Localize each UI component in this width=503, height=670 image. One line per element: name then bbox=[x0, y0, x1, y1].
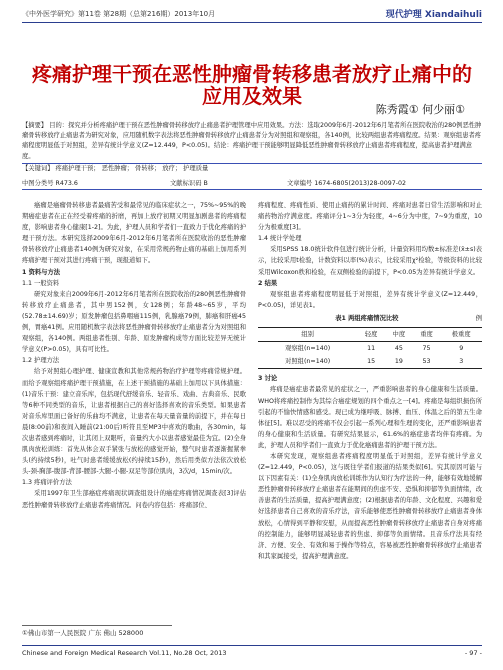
title-line-1: 疼痛护理干预在恶性肿瘤骨转移患者放疗止痛中的 bbox=[32, 62, 472, 86]
left-column bbox=[22, 200, 246, 511]
running-header bbox=[22, 6, 482, 23]
pain-comparison-table bbox=[258, 327, 482, 369]
table-header-cell: 轻度 bbox=[364, 331, 378, 339]
table-unit: 例 bbox=[475, 314, 482, 322]
article-number: 文章编号 1674-6805(2013)28-0097-02 bbox=[287, 180, 407, 187]
table-row bbox=[258, 342, 482, 356]
section-heading: 2 结果 bbox=[258, 279, 278, 287]
table-body bbox=[258, 342, 482, 369]
table-header-cell: 重度 bbox=[420, 331, 433, 339]
abstract-text: 【摘要】 目的：探究并分析疼痛护理干预在恶性肿瘤骨转移放疗止痛患者护理管理中应用效果。方法：选取2009年6月-2012年6月笔者所在医院收治的280例恶性肿瘤骨转移放疗止痛患者为研究对象，应用随机数字表法将恶性肿瘤骨转移放疗止痛患者分为对照组和观察组，各140例，比较两组患者疼痛程度。结果：观察组患者疼痛程度明显低于对照组，差异有统计学意义(Z=12.449，P<0.05)。结论：疼痛护理干预能够明显降低恶性肿瘤骨转移放疗止痛患者疼痛程度，提高患者护理满意度。 bbox=[22, 122, 482, 160]
table-cell: 9 bbox=[459, 345, 464, 353]
authors: 陈秀霞① 何少丽① bbox=[375, 103, 465, 116]
affiliation-footnote: ①佛山市第一人民医院 广东 佛山 528000 bbox=[22, 625, 172, 637]
right-column bbox=[258, 200, 482, 562]
journal-english: Chinese and Foreign Medical Research Vol.11, No.28 Oct, 2013 bbox=[22, 649, 227, 657]
running-footer bbox=[22, 645, 482, 658]
journal-issue: 《中外医学研究》第11卷 第28期（总第216期）2013年10月 bbox=[22, 10, 216, 18]
paragraph: 采用SPSS 18.0统计软件包进行统计分析，计量资料用均数±标准差(x̄±s)表示，比较采用t检验，计数资料以率(%)表示，比较采用χ²检验，等级资料的比较采用Wilcoxon秩和检验，在双侧检验的前提下，P<0.05为差异有统计学意义。 bbox=[258, 246, 482, 276]
table-cell: 45 bbox=[394, 345, 403, 353]
keywords bbox=[22, 164, 482, 174]
right-column-bottom bbox=[258, 373, 482, 562]
document-code: 文献标识码 B bbox=[170, 180, 208, 187]
section-heading: 1.2 护理方法 bbox=[22, 357, 60, 365]
table-cell: 11 bbox=[367, 345, 376, 353]
table-row bbox=[258, 355, 482, 369]
section-heading: 1.3 疼痛评价方法 bbox=[22, 479, 72, 487]
section-heading: 1 资料与方法 bbox=[22, 268, 61, 276]
table-cell: 对照组(n=140) bbox=[285, 358, 331, 366]
table-cell: 15 bbox=[367, 358, 376, 366]
section-name: 现代护理 Xiandaihuli bbox=[385, 10, 482, 20]
paragraph: 本研究发现，观察组患者疼痛程度明显低于对照组，差异有统计学意义(Z=12.449，P<0.05)，这与既往学者们报道的结果类似[6]。究其原因可能与以下因素有关：(1)全身肌肉放松训练作为认知行为疗法的一种，能够有效地缓解恶性肿瘤骨转移放疗止痛患者在能期间的焦虑不安、恐惧和抑郁等负面情绪，改善患者的生活质量，提高护理满意度；(2)根据患者的年龄、文化程度、兴趣和爱好选择患者自己喜欢的音乐疗法，音乐能够使恶性肿瘤骨转移放疗止痛患者身体放松，心情得到平静和安慰，从而提高恶性肿瘤骨转移放疗止痛患者自身对疼痛的控制能力，能够明显减轻患者的焦虑、抑郁等负面情绪。且音乐疗法具有经济、方便、安全、有效和易于操作等特点，容易被恶性肿瘤骨转移放疗止痛患者和其家属接受，提高护理满意度。 bbox=[258, 452, 482, 560]
paragraph: 观察组患者疼痛程度明显低于对照组，差异有统计学意义(Z=12.449，P<0.05)，详见表1。 bbox=[258, 290, 482, 309]
keywords-text: 【关键词】 疼痛护理干预； 恶性肿瘤； 骨转移； 放疗； 护理质量 bbox=[22, 165, 209, 172]
table-cell: 19 bbox=[394, 358, 403, 366]
right-column-top bbox=[258, 200, 482, 311]
abstract bbox=[22, 121, 482, 164]
section-heading: 3 讨论 bbox=[258, 375, 278, 383]
table-cell: 3 bbox=[459, 358, 464, 366]
paragraph: 研究对象来自2009年6月-2012年6月笔者所在医院收治的280例恶性肿瘤骨转移放疗止痛患者，其中男152例，女128例；年龄48~65岁，平均(52.78±14.69)岁；原发肿瘤包括鼻咽癌115例，乳腺癌79例，肺癌和肝癌45例，胃癌41例。应用随机数字表法将恶性肿瘤骨转移放疗止痛患者分为对照组和观察组，各140例。两组患者性别、年龄、原发肿瘤构成等方面比较差异无统计学意义(P>0.05)，具有可比性。 bbox=[22, 290, 246, 354]
table-cell: 53 bbox=[422, 358, 431, 366]
title-line-2: 应用及效果 bbox=[202, 84, 302, 108]
table-title: 表1 两组疼痛情况比较 bbox=[335, 314, 399, 322]
section-heading: 1.4 统计学处理 bbox=[258, 235, 302, 243]
paragraph: 采用1997年卫生部癌症疼痛现状调查组设计的癌症疼痛情况调查表[3]评估恶性肿瘤骨转移放疗止痛患者疼痛情况。问卷内容包括：疼痛部位、 bbox=[22, 490, 246, 509]
page-number: - 97 - bbox=[464, 649, 482, 657]
table-caption bbox=[258, 313, 482, 324]
clc-number: 中图分类号 R473.6 bbox=[22, 180, 78, 187]
paragraph: 癌瘤是癌瘤骨转移患者最痛苦受和最常见的临床症状之一，75%~95%的晚期癌症患者在正在经受着疼痛的折磨，再加上放疗初期又明显加剧患者的疼痛程度，影响患者身心健康[1-2]。为此，护理人员和学者们一直致力于优化疼痛的护理干预方法。本研究选择2009年6月-2012年6月笔者所在医院收治的恶性肿瘤骨转移放疗止痛患者140例为研究对象，在采用常规药物止痛的基础上加用系列疼痛护理干预对其进行疼痛干预，现报道如下。 bbox=[22, 202, 246, 265]
paragraph: 给予对照组心理护理、健康宣教和其他常规药物治疗护理等疼痛常规护理。而给予观察组疼痛护理干预措施，在上述干预措施的基础上加用以下具体措施：(1)音乐干预：建立音乐库，包括现代舒缓音乐、轻音乐、戏曲、古典音乐、民歌等6种不同类型的音乐，让患者根据自己的喜好选择喜欢的音乐类型。如果患者对音乐库里面已备好的乐曲均不满意，让患者在每天量音量的前提下，并在每日晨(8:00前)和夜间入睡前(21:00后)听符且至MP3中喜欢的歌曲，各30min，每次患者感到疼痛时，让其闭上双眼听，音量约大小以患者感觉最佳为宜。(2)全身肌肉放松训练：首先从体会双手紧张与放松的感觉开始，整气时患者逐渐握紧拳头(约持续5秒)，吐气时患者缓缓放松(约持续15秒)，然后用类似方法依次放松头-颈-胸部-腹部-背部-腰部-大腿-小腿-双足等部位肌肉，3次/d，15min/次。 bbox=[22, 368, 246, 476]
table-header-cell: 组别 bbox=[301, 331, 314, 339]
classification-line bbox=[22, 176, 482, 190]
table-header-cell: 中度 bbox=[392, 331, 406, 339]
paragraph: 疼痛是癌症患者最常见的症状之一，严重影响患者的身心健康和生活质量。WHO将疼痛控制作为其综合癌症规划的四个重点之一[4]。疼痛是每组织损伤所引起的不愉快情感和感受。现已成为继呼吸、脉搏、血压、体温之后的第五生命体征[5]。难以忍受的疼痛不仅会引起一系列心理和生理的变化，还严重影响患者的身心健康和生活质量。有研究结果显示，61.6%的癌症患者均伴有疼痛。为此，护理人员和学者们一直致力于优化癌痛患者的护理干预方法。 bbox=[258, 386, 482, 449]
table-cell: 75 bbox=[422, 345, 431, 353]
section-heading: 1.1 一般资料 bbox=[22, 279, 60, 287]
table-cell: 观察组(n=140) bbox=[285, 345, 331, 353]
table-header-cell: 极重度 bbox=[451, 331, 471, 339]
paragraph: 疼痛程度、疼痛性质、使用止痛药的累计时间、疼痛对患者日常生活影响和对止痛药物治疗满意度。疼痛评分1~3分为轻度，4~6分为中度，7~9为重度，10分为极重度[3]。 bbox=[258, 202, 482, 232]
table-header-row bbox=[258, 328, 482, 342]
